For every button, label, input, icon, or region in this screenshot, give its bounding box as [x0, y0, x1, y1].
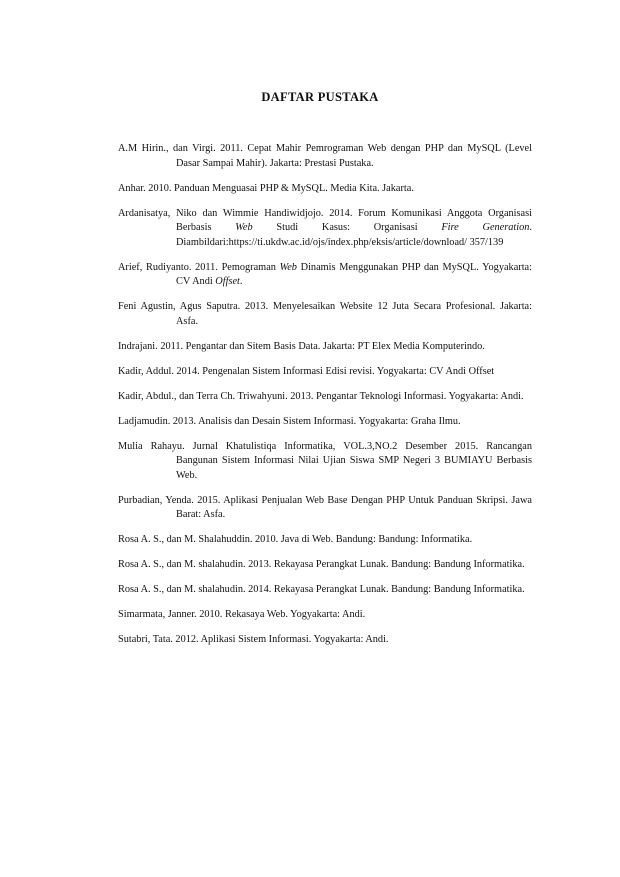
reference-text: A.M Hirin., dan Virgi. 2011. Cepat Mahir Pemrograman Web dengan PHP dan MySQL (Level Dasar Sampai Mahir). Jakarta: Prestasi Pustaka.	[118, 143, 532, 169]
reference-entry	[118, 440, 532, 484]
reference-entry	[118, 207, 532, 251]
reference-entry	[118, 261, 532, 290]
reference-text: Simarmata, Janner. 2010. Rekasaya Web. Yogyakarta: Andi.	[118, 609, 366, 620]
reference-entry	[118, 558, 532, 573]
reference-text: Ardanisatya, Niko dan Wimmie Handiwidjojo. 2014. Forum Komunikasi Anggota Organisasi Berbasis	[118, 207, 532, 233]
reference-entry	[118, 533, 532, 548]
reference-entry	[118, 142, 532, 171]
reference-entry	[118, 608, 532, 623]
reference-text: Rosa A. S., dan M. shalahudin. 2014. Rekayasa Perangkat Lunak. Bandung: Bandung Informatika.	[118, 584, 525, 595]
reference-entry	[118, 633, 532, 648]
reference-text: Studi Kasus: Organisasi	[252, 222, 442, 233]
reference-text: Rosa A. S., dan M. Shalahuddin. 2010. Java di Web. Bandung: Bandung: Informatika.	[118, 534, 473, 545]
reference-text: . Diambildari:https://ti.ukdw.ac.id/ojs/index.php/eksis/article/download/ 357/139	[176, 222, 532, 248]
reference-text: Kadir, Abdul., dan Terra Ch. Triwahyuni. 2013. Pengantar Teknologi Informasi. Yogyakarta: Andi.	[118, 390, 524, 402]
reference-entry	[118, 182, 532, 197]
reference-text: Sutabri, Tata. 2012. Aplikasi Sistem Informasi. Yogyakarta: Andi.	[118, 634, 389, 645]
reference-text: Mulia Rahayu. Jurnal Khatulistiqa Informatika, VOL.3,NO.2 Desember 2015. Rancangan Bangunan Sistem Informasi Nilai Ujian Siswa SMP Negeri 3 BUMIAYU Berbasis Web.	[118, 440, 532, 481]
reference-text: Purbadian, Yenda. 2015. Aplikasi Penjualan Web Base Dengan PHP Untuk Panduan Skripsi. Jawa Barat: Asfa.	[118, 494, 532, 520]
reference-entry	[118, 583, 532, 598]
reference-entry	[118, 300, 532, 329]
reference-text: .	[239, 276, 243, 287]
reference-text: Dinamis Menggunakan PHP dan MySQL. Yogyakarta: CV Andi	[176, 261, 532, 287]
reference-text: Indrajani. 2011. Pengantar dan Sitem Basis Data. Jakarta: PT Elex Media Komputerindo.	[118, 340, 485, 352]
reference-entry	[118, 340, 532, 355]
reference-italic-text: Offset	[215, 276, 240, 287]
reference-entry	[118, 494, 532, 523]
reference-text: Ladjamudin. 2013. Analisis dan Desain Sistem Informasi. Yogyakarta: Graha Ilmu.	[118, 415, 461, 427]
reference-text: Feni Agustin, Agus Saputra. 2013. Menyelesaikan Website 12 Juta Secara Profesional. Jakarta: Asfa.	[118, 301, 532, 327]
reference-entry	[118, 415, 532, 430]
reference-italic-text: Web	[235, 222, 253, 233]
reference-text: Anhar. 2010. Panduan Menguasai PHP & MySQL. Media Kita. Jakarta.	[118, 182, 414, 194]
reference-list	[118, 142, 532, 658]
reference-entry	[118, 390, 532, 405]
reference-text: Rosa A. S., dan M. shalahudin. 2013. Rekayasa Perangkat Lunak. Bandung: Bandung Informatika.	[118, 559, 525, 570]
reference-entry	[118, 365, 532, 380]
page-title: DAFTAR PUSTAKA	[261, 90, 379, 104]
reference-italic-text: Web	[279, 261, 297, 273]
reference-italic-text: Fire Generation	[441, 222, 530, 233]
reference-text: Arief, Rudiyanto. 2011. Pemograman	[118, 261, 280, 273]
reference-text: Kadir, Addul. 2014. Pengenalan Sistem Informasi Edisi revisi. Yogyakarta: CV Andi Offset	[118, 365, 495, 377]
